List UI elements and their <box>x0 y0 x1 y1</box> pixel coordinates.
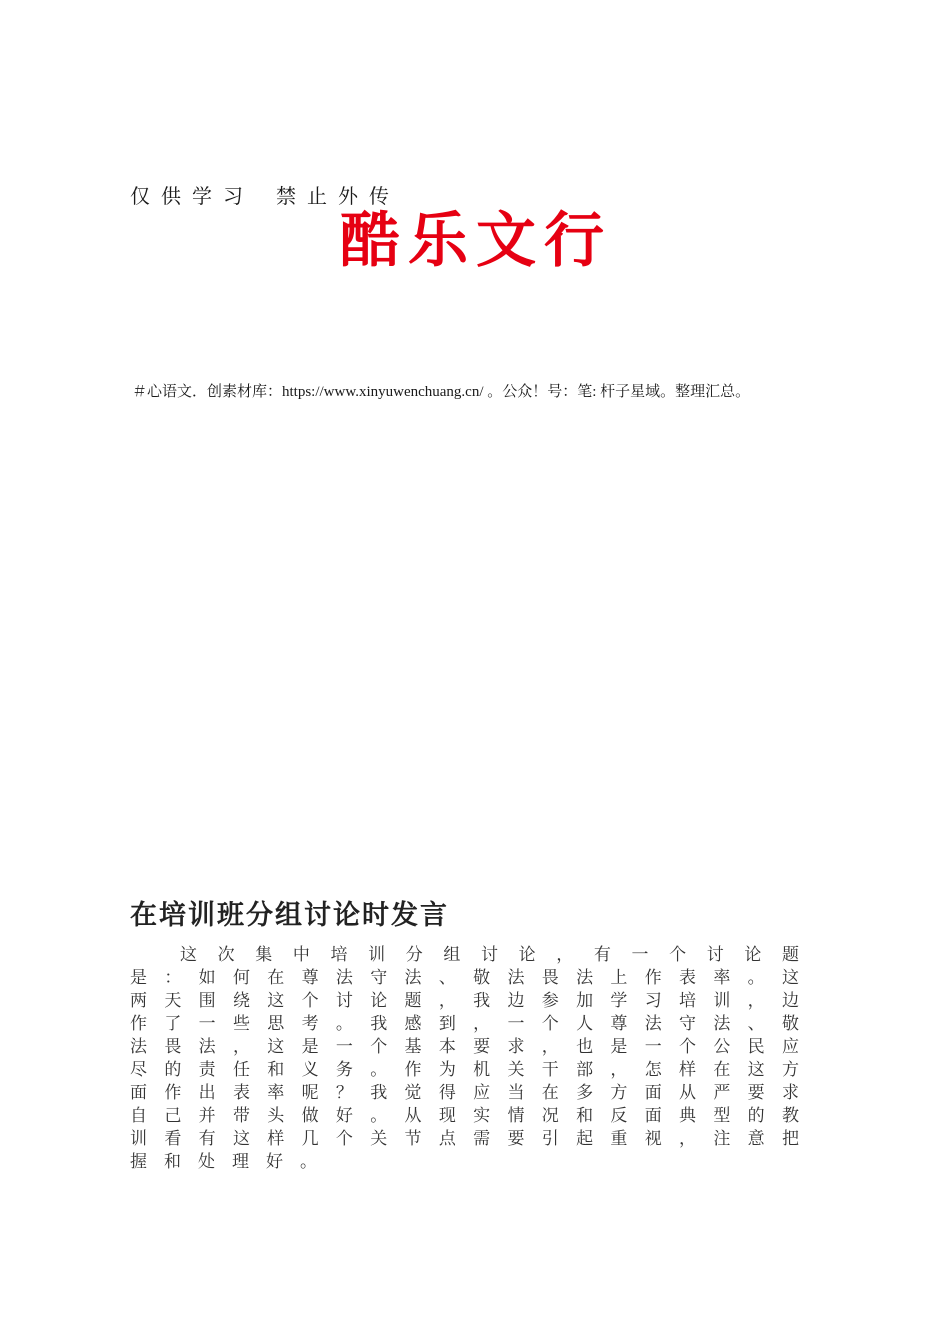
notice-no-distribution: 禁止外传 <box>276 184 400 208</box>
article-paragraph: 这次集中培训分组讨论，有一个讨论题是：如何在尊法守法、敬法畏法上作表率。这两天围绕这个讨论题，我边参加学习培训，边作了一些思考。我感到，一个人尊法守法、敬法畏法，这是一个基本要求，也是一个公民应尽的责任和义务。作为机关干部，怎样在这方面作出表率呢？我觉得应当在多方面从严要求自己并带头做好。从现实情况和反面典型的教训看有这样几个关节点需要引起重视，注意把握和处理好。 <box>130 945 816 1172</box>
brand-title: 酷乐文行 <box>340 206 612 276</box>
source-line: ＃心语文．创素材库：https://www.xinyuwenchuang.cn/ 。公众！号：笔: 杆子星域。整理汇总。 <box>132 384 751 400</box>
notice-study-only: 仅供学习 <box>130 184 254 208</box>
notice-banner <box>130 180 400 209</box>
article-title: 在培训班分组讨论时发言 <box>130 900 449 931</box>
